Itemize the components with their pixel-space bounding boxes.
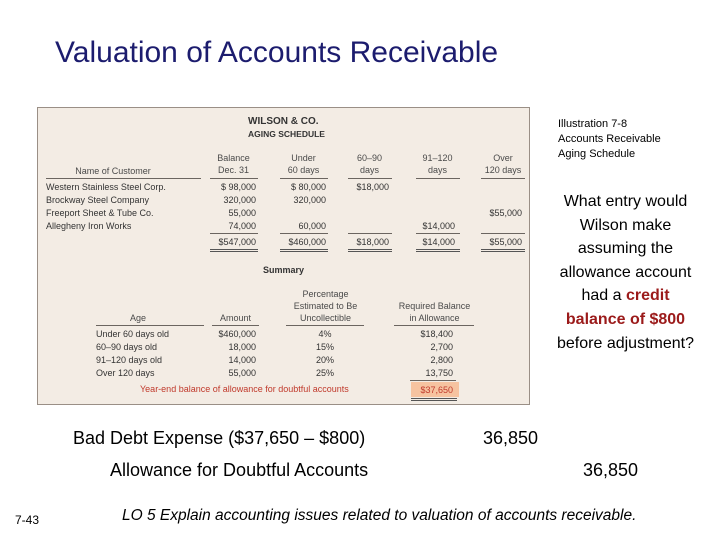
company-name: WILSON & CO. [248, 116, 319, 127]
header-line: Percentage [302, 289, 349, 299]
rule [210, 178, 258, 179]
double-rule [280, 249, 328, 252]
header-60-90 [342, 152, 397, 176]
rule [394, 325, 474, 326]
schedule-title: AGING SCHEDULE [248, 129, 325, 139]
balance-cell: $ 98,000 [220, 182, 256, 192]
summary-amount: 55,000 [228, 368, 256, 378]
summary-header-age [108, 312, 168, 324]
header-line: 60 days [287, 165, 320, 175]
over120-cell: $55,000 [489, 208, 522, 218]
summary-amount: $460,000 [218, 329, 256, 339]
header-line: Amount [219, 313, 252, 323]
slide-title: Valuation of Accounts Receivable [55, 36, 499, 69]
aging-schedule-illustration [37, 107, 530, 405]
rule [416, 178, 460, 179]
header-line: Uncollectible [299, 313, 352, 323]
summary-age: 91–120 days old [96, 355, 163, 365]
balance-cell: 74,000 [228, 221, 256, 231]
rule [481, 233, 525, 234]
question-emphasis: credit balance of $800 [565, 287, 686, 328]
header-line: Over [493, 153, 513, 163]
question-text [553, 190, 698, 355]
double-rule [416, 249, 460, 252]
summary-required: 2,700 [430, 342, 453, 352]
summary-percentage: 20% [315, 355, 334, 365]
summary-percentage: 25% [315, 368, 334, 378]
summary-percentage: 15% [315, 342, 334, 352]
year-end-total: $37,650 [420, 385, 453, 395]
summary-required: $18,400 [420, 329, 453, 339]
illustration-label-line: Illustration 7-8 [558, 118, 628, 130]
summary-required: 2,800 [430, 355, 453, 365]
summary-required: 13,750 [425, 368, 453, 378]
customer-name: Freeport Sheet & Tube Co. [46, 208, 154, 218]
rule [280, 178, 328, 179]
double-rule [481, 249, 525, 252]
credit-account: Allowance for Doubtful Accounts [110, 460, 369, 480]
customer-name: Allegheny Iron Works [46, 221, 132, 231]
total-under60: $460,000 [288, 237, 326, 247]
summary-header-percentage [278, 288, 373, 324]
header-line: Balance [217, 153, 250, 163]
rule [286, 325, 364, 326]
rule [96, 325, 204, 326]
header-line: Age [129, 313, 146, 323]
summary-age: Under 60 days old [96, 329, 170, 339]
rule [348, 233, 392, 234]
header-under60 [276, 152, 331, 176]
header-line: in Allowance [409, 313, 460, 323]
header-line: days [359, 165, 379, 175]
balance-cell: 320,000 [223, 195, 256, 205]
summary-header-amount [208, 312, 263, 324]
header-line: Name of Customer [75, 166, 151, 176]
rule [348, 178, 392, 179]
double-rule [348, 249, 392, 252]
d91-120-cell: $14,000 [422, 221, 455, 231]
header-line: days [427, 165, 447, 175]
d60-90-cell: $18,000 [356, 182, 389, 192]
summary-age: 60–90 days old [96, 342, 158, 352]
summary-percentage: 4% [318, 329, 332, 339]
balance-cell: 55,000 [228, 208, 256, 218]
double-rule [411, 398, 457, 401]
under60-cell: 60,000 [298, 221, 326, 231]
total-91-120: $14,000 [422, 237, 455, 247]
header-customer [63, 165, 163, 177]
rule [46, 178, 201, 179]
credit-amount: 36,850 [583, 460, 639, 480]
total-over120: $55,000 [489, 237, 522, 247]
customer-name: Western Stainless Steel Corp. [46, 182, 166, 192]
header-line: 120 days [484, 165, 522, 175]
rule [280, 233, 328, 234]
rule [212, 325, 259, 326]
illustration-label [558, 117, 661, 162]
illustration-label-line: Aging Schedule [558, 148, 636, 160]
learning-objective: LO 5 Explain accounting issues related to valuation of accounts receivable. [122, 507, 637, 524]
summary-header-required [387, 300, 482, 324]
rule [416, 233, 460, 234]
header-line: Dec. 31 [217, 165, 250, 175]
question-part2: before adjustment? [557, 334, 694, 352]
total-balance: $547,000 [218, 237, 256, 247]
total-60-90: $18,000 [356, 237, 389, 247]
header-line: 91–120 [422, 153, 453, 163]
summary-age: Over 120 days [96, 368, 155, 378]
page-number: 7-43 [15, 513, 40, 527]
year-end-label: Year-end balance of allowance for doubtful accounts [140, 384, 349, 394]
rule [210, 233, 258, 234]
question-part1: What entry would Wilson make assuming the allowance account had a [559, 193, 692, 305]
header-over120 [474, 152, 532, 176]
rule [410, 380, 456, 381]
header-line: Under [291, 153, 316, 163]
summary-amount: 18,000 [228, 342, 256, 352]
header-line: Required Balance [398, 301, 471, 311]
debit-amount: 36,850 [483, 428, 539, 448]
header-line: 60–90 [356, 153, 383, 163]
header-line: Estimated to Be [293, 301, 358, 311]
customer-name: Brockway Steel Company [46, 195, 150, 205]
debit-account: Bad Debt Expense ($37,650 – $800) [73, 428, 366, 448]
header-91-120 [410, 152, 465, 176]
summary-title: Summary [263, 265, 305, 275]
rule [481, 178, 525, 179]
header-balance [206, 152, 261, 176]
summary-amount: 14,000 [228, 355, 256, 365]
under60-cell: $ 80,000 [290, 182, 326, 192]
double-rule [210, 249, 258, 252]
under60-cell: 320,000 [293, 195, 326, 205]
illustration-label-line: Accounts Receivable [558, 133, 661, 145]
